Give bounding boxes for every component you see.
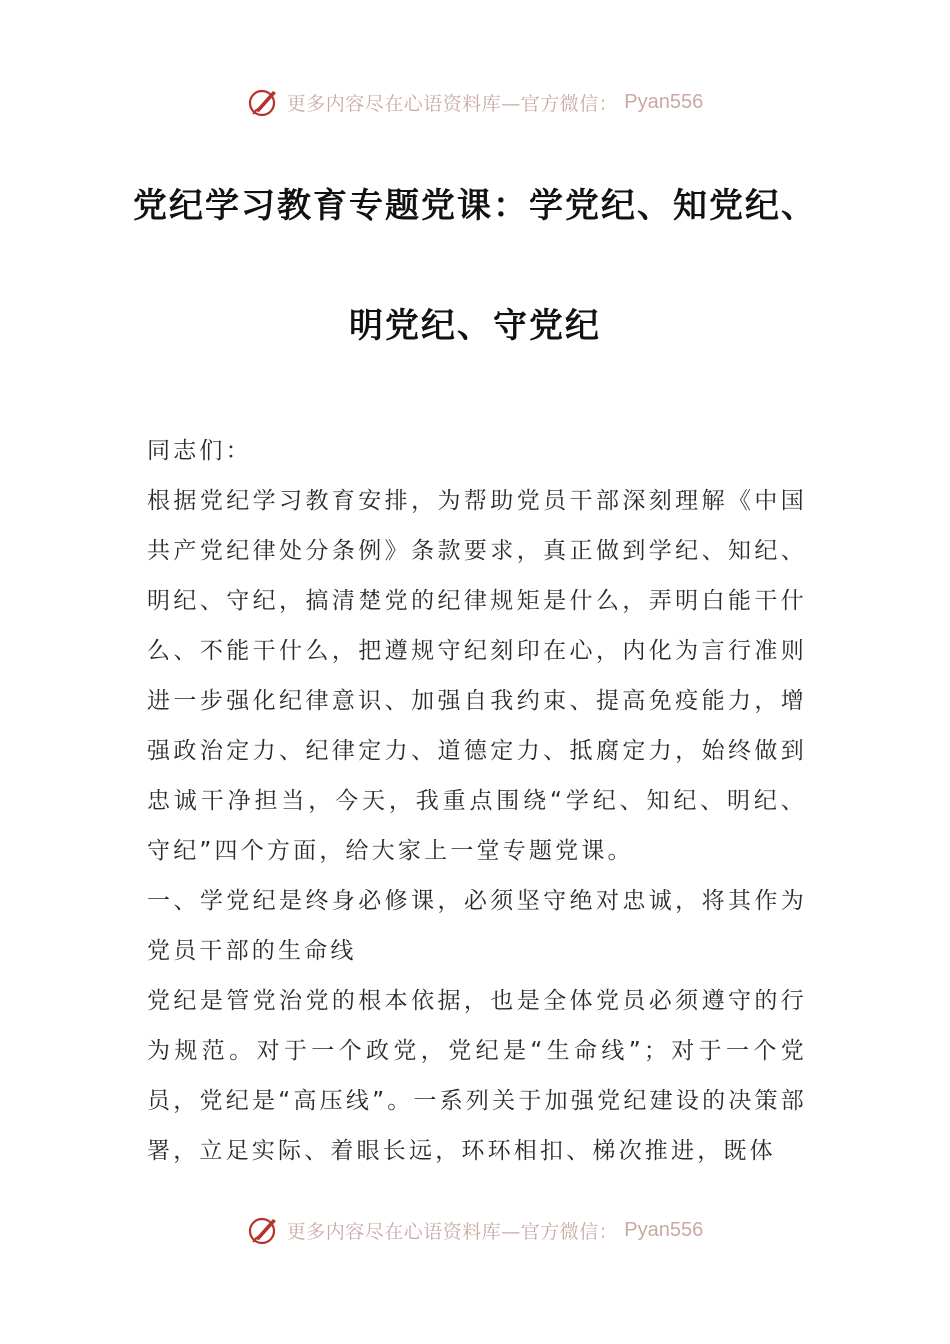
watermark-text: 更多内容尽在心语资料库—官方微信： xyxy=(286,1220,619,1243)
salutation: 同志们： xyxy=(147,438,252,464)
quill-pen-logo-icon xyxy=(247,85,281,119)
footer-watermark xyxy=(0,1210,950,1250)
document-title-line-2: 明党纪、守党纪 xyxy=(349,306,601,346)
watermark-text: 更多内容尽在心语资料库—官方微信： xyxy=(286,92,619,115)
section-heading-1: 一、学党纪是终身必修课，必须坚守绝对忠诚，将其作为党员干部的生命线 xyxy=(147,888,807,964)
document-title-line-1: 党纪学习教育专题党课：学党纪、知党纪、 xyxy=(133,186,817,226)
watermark-wechat-id: Pyan556 xyxy=(624,90,704,113)
document-body xyxy=(147,426,807,1176)
header-watermark xyxy=(0,82,950,122)
section-paragraph-1: 党纪是管党治党的根本依据，也是全体党员必须遵守的行为规范。对于一个政党，党纪是“生命线”；对于一个党员，党纪是“高压线”。一系列关于加强党纪建设的决策部署，立足实际、着眼长远，环环相扣、梯次推进，既体 xyxy=(147,988,807,1164)
intro-paragraph: 根据党纪学习教育安排，为帮助党员干部深刻理解《中国共产党纪律处分条例》条款要求，真正做到学纪、知纪、明纪、守纪，搞清楚党的纪律规矩是什么，弄明白能干什么、不能干什么，把遵规守纪刻印在心，内化为言行准则进一步强化纪律意识、加强自我约束、提高免疫能力，增强政治定力、纪律定力、道德定力、抵腐定力，始终做到忠诚干净担当，今天，我重点围绕“学纪、知纪、明纪、守纪”四个方面，给大家上一堂专题党课。 xyxy=(147,488,807,864)
quill-pen-logo-icon xyxy=(247,1213,281,1247)
watermark-wechat-id: Pyan556 xyxy=(624,1218,704,1241)
